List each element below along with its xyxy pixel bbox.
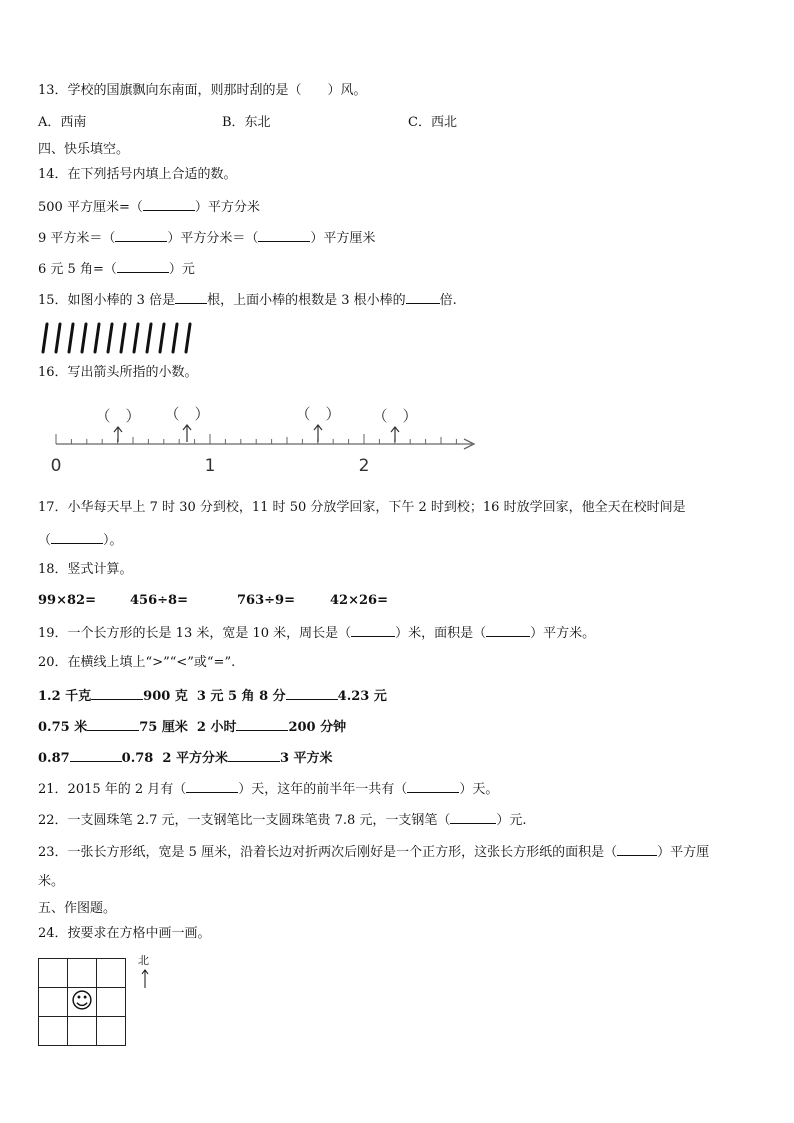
grid-cell[interactable] — [39, 988, 68, 1017]
answer-paren-3[interactable]: （ ） — [295, 405, 341, 423]
q13-option-c: C．西北 — [408, 115, 457, 130]
q18-item-2: 456÷8= — [130, 593, 188, 608]
q20-r1d: 4.23 元 — [337, 689, 387, 704]
q20-r1b: 900 克 — [143, 689, 188, 704]
q19-text — [38, 624, 595, 642]
q14-blank-2[interactable] — [115, 229, 167, 242]
grid-cell[interactable] — [39, 1017, 68, 1046]
q20-r2a: 0.75 米 — [38, 720, 88, 735]
q19-b: ）米，面积是（ — [395, 626, 487, 641]
q20-row-2 — [38, 718, 346, 736]
q22-text — [38, 811, 527, 829]
q14-line-2 — [38, 229, 375, 247]
q15-b: 根，上面小棒的根数是 3 根小棒的 — [207, 293, 406, 308]
q21-a: 21．2015 年的 2 月有（ — [38, 782, 187, 797]
q20-r1c: 3 元 5 角 8 分 — [196, 689, 286, 704]
q15-blank-2[interactable] — [406, 291, 440, 304]
q15-blank-1[interactable] — [175, 291, 207, 304]
q20-r3a: 0.87 — [38, 751, 70, 766]
q16-text: 16．写出箭头所指的小数。 — [38, 365, 198, 380]
section-5-heading: 五、作图题。 — [38, 901, 117, 916]
q17-text: 17．小华每天早上 7 时 30 分到校，11 时 50 分放学回家，下午 2 时到校；16 时放学回家，他全天在校时间是 — [38, 500, 686, 515]
q20-row-1 — [38, 687, 387, 705]
q14-line-3 — [38, 260, 195, 278]
q19-blank-2[interactable] — [486, 624, 530, 637]
q20-blank-3[interactable] — [87, 718, 139, 731]
q15-text — [38, 291, 457, 309]
tick-label-1: 1 — [204, 456, 216, 476]
grid-cell[interactable] — [97, 1017, 126, 1046]
q20-blank-1[interactable] — [91, 687, 143, 700]
q21-b: ）天，这年的前半年一共有（ — [238, 782, 408, 797]
section-4-heading: 四、快乐填空。 — [38, 142, 130, 157]
q22-b: ）元. — [496, 813, 527, 828]
q14-line-1 — [38, 198, 260, 216]
grid-cell[interactable] — [68, 1017, 97, 1046]
q22-a: 22．一支圆珠笔 2.7 元，一支钢笔比一支圆珠笔贵 7.8 元，一支钢笔（ — [38, 813, 451, 828]
q14-line3-a: 6 元 5 角=（ — [38, 262, 117, 277]
q21-text — [38, 780, 498, 798]
q18-item-4: 42×26= — [330, 593, 388, 608]
q14-line2-a: 9 平方米＝（ — [38, 231, 116, 246]
tick-label-0: 0 — [50, 456, 62, 476]
q14-text: 14．在下列括号内填上合适的数。 — [38, 167, 237, 182]
q13-option-a: A．西南 — [38, 115, 87, 130]
q14-blank-3[interactable] — [258, 229, 310, 242]
q13-text: 13．学校的国旗飘向东南面，则那时刮的是（ ）风。 — [38, 83, 367, 98]
arrow-2 — [183, 425, 191, 442]
arrow-3 — [314, 425, 322, 442]
sticks-figure — [38, 320, 208, 356]
q19-a: 19．一个长方形的长是 13 米，宽是 10 米，周长是（ — [38, 626, 352, 641]
q17-line2-a: （ — [38, 533, 52, 548]
number-line-figure — [40, 398, 490, 478]
answer-paren-1[interactable]: （ ） — [95, 407, 141, 425]
q14-line2-b: ）平方分米＝（ — [167, 231, 259, 246]
q23-a: 23．一张长方形纸，宽是 5 厘米，沿着长边对折两次后刚好是一个正方形，这张长方形纸的面积是（ — [38, 845, 618, 860]
answer-paren-2[interactable]: （ ） — [164, 405, 210, 423]
arrow-1 — [114, 427, 122, 442]
q20-r3d: 3 平方米 — [279, 751, 333, 766]
north-arrow-icon — [139, 968, 151, 990]
q20-r2d: 200 分钟 — [288, 720, 347, 735]
q20-r3c: 2 平方分米 — [162, 751, 228, 766]
q13-option-b: B．东北 — [222, 115, 271, 130]
q21-blank-2[interactable] — [407, 780, 459, 793]
q17-line2-b: ）。 — [103, 533, 123, 548]
q20-row-3 — [38, 749, 333, 767]
q20-r1a: 1.2 千克 — [38, 689, 92, 704]
q22-blank[interactable] — [450, 811, 496, 824]
grid-cell[interactable] — [39, 959, 68, 988]
tick-label-2: 2 — [358, 456, 370, 476]
q17-blank[interactable] — [51, 531, 103, 544]
drawing-grid — [38, 958, 126, 1046]
q20-blank-2[interactable] — [286, 687, 338, 700]
arrow-4 — [391, 427, 399, 442]
q14-line1-a: 500 平方厘米=（ — [38, 200, 143, 215]
grid-cell[interactable] — [97, 959, 126, 988]
q18-item-3: 763÷9= — [237, 593, 295, 608]
answer-paren-4[interactable]: （ ） — [372, 407, 418, 425]
q21-c: ）天。 — [459, 782, 499, 797]
q14-line2-c: ）平方厘米 — [310, 231, 376, 246]
smiley-face-icon: ☺ — [70, 989, 94, 1014]
north-label: 北 — [138, 954, 149, 967]
q14-blank-4[interactable] — [117, 260, 169, 273]
q20-blank-6[interactable] — [228, 749, 280, 762]
q19-c: ）平方米。 — [530, 626, 596, 641]
q15-c: 倍. — [439, 293, 457, 308]
q20-r2c: 2 小时 — [196, 720, 237, 735]
q23-text — [38, 843, 709, 861]
q23-line-2: 米。 — [38, 874, 65, 889]
q14-blank-1[interactable] — [143, 198, 195, 211]
q20-r2b: 75 厘米 — [139, 720, 188, 735]
q21-blank-1[interactable] — [186, 780, 238, 793]
grid-cell[interactable] — [97, 988, 126, 1017]
q20-text: 20．在横线上填上“>”“<”或“=”. — [38, 655, 236, 670]
q20-blank-4[interactable] — [236, 718, 288, 731]
q15-a: 15．如图小棒的 3 倍是 — [38, 293, 176, 308]
q20-r3b: 0.78 — [121, 751, 154, 766]
q24-text: 24．按要求在方格中画一画。 — [38, 926, 211, 941]
grid-cell[interactable] — [68, 959, 97, 988]
q23-blank[interactable] — [617, 843, 657, 856]
grid-cell-center[interactable] — [68, 988, 97, 1017]
q20-blank-5[interactable] — [70, 749, 122, 762]
q19-blank-1[interactable] — [351, 624, 395, 637]
q18-text: 18．竖式计算。 — [38, 562, 133, 577]
q14-line1-b: ）平方分米 — [194, 200, 260, 215]
q14-line3-b: ）元 — [168, 262, 195, 277]
q18-item-1: 99×82= — [38, 593, 96, 608]
q17-line-2 — [38, 531, 123, 549]
q23-b: ）平方厘 — [657, 845, 710, 860]
